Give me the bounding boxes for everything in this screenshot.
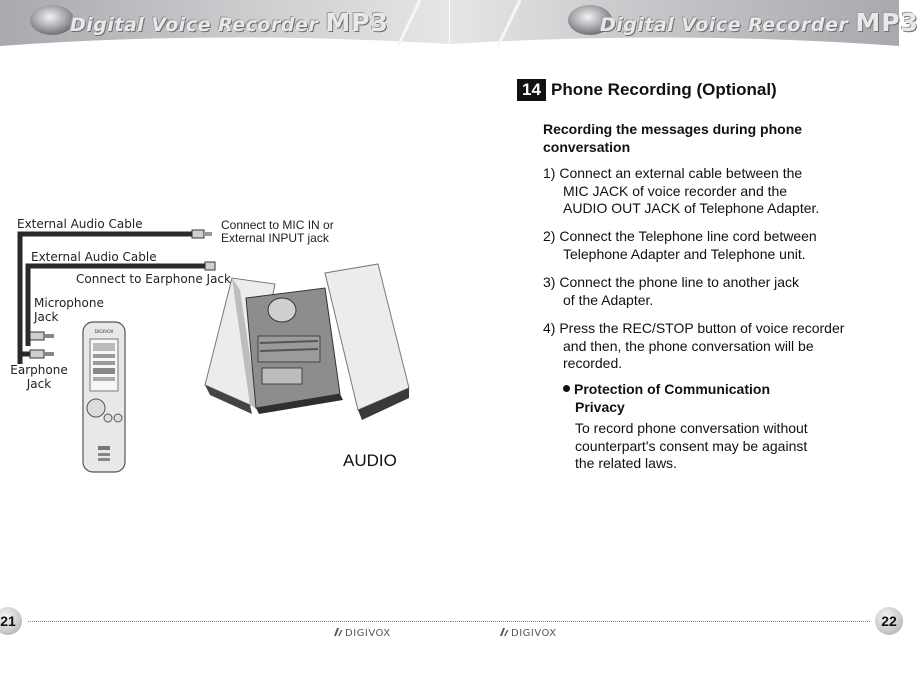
earphone-plug-icon	[30, 350, 44, 358]
banner-title-text: Digital Voice Recorder	[600, 14, 849, 36]
privacy-body-line1: To record phone conversation without	[575, 420, 808, 436]
label-earphone-jack-line2: Jack	[26, 377, 52, 391]
device-brand: DIGIVOX	[94, 330, 114, 335]
label-connect-earphone: Connect to Earphone Jack	[76, 272, 231, 286]
step-1-line2: MIC JACK of voice recorder and the	[563, 182, 788, 199]
subheading-line1: Recording the messages during phone	[543, 121, 803, 137]
label-connect-mic-in-line1: Connect to MIC IN or	[221, 218, 334, 232]
digivox-logo-icon	[333, 627, 343, 637]
privacy-heading-line2: Privacy	[575, 399, 625, 415]
left-page	[0, 0, 449, 643]
disc-logo-icon	[30, 5, 74, 35]
step-4-line1: 4) Press the REC/STOP button of voice recorder	[543, 320, 845, 336]
step-2-line1: 2) Connect the Telephone line cord between	[543, 228, 817, 244]
section-number-badge: 14	[517, 79, 546, 101]
label-external-audio-cable-1: External Audio Cable	[17, 217, 143, 231]
label-connect-mic-in-line2: External INPUT jack	[221, 231, 329, 245]
banner-title-right	[600, 8, 919, 37]
step-2-line2: Telephone Adapter and Telephone unit.	[563, 245, 806, 262]
privacy-body-line2: counterpart's consent may be against	[575, 437, 808, 454]
bullet-icon	[563, 385, 570, 392]
footer-logo-left	[333, 627, 391, 641]
microphone-plug-icon	[30, 332, 44, 340]
banner-title-left	[70, 8, 389, 37]
label-microphone-jack-line2: Jack	[34, 310, 59, 324]
section-title: Phone Recording (Optional)	[551, 80, 777, 99]
page-number-right: 22	[875, 607, 903, 635]
subheading-line2: conversation	[543, 139, 631, 155]
footer-logo-text: DIGIVOX	[511, 628, 557, 639]
footer-logo-text: DIGIVOX	[345, 628, 391, 639]
step-3-line2: of the Adapter.	[563, 291, 654, 308]
step-1	[543, 165, 878, 218]
privacy-heading	[563, 380, 770, 416]
page-number-left: 21	[0, 607, 22, 635]
label-earphone-jack-line1: Earphone	[10, 363, 68, 377]
label-external-audio-cable-2: External Audio Cable	[31, 250, 157, 264]
step-4-line2: and then, the phone conversation will be	[563, 337, 814, 354]
header-banner-right	[450, 0, 919, 46]
banner-title-mp3: MP3	[855, 8, 919, 37]
step-3	[543, 274, 878, 309]
banner-title-text: Digital Voice Recorder	[70, 14, 319, 36]
label-connect-mic-in	[221, 219, 334, 245]
right-page	[450, 0, 919, 643]
footer-logo-right	[499, 627, 557, 641]
step-1-line3: AUDIO OUT JACK of Telephone Adapter.	[563, 200, 820, 216]
banner-title-mp3: MP3	[325, 8, 389, 37]
step-4	[543, 320, 878, 373]
step-1-line1: 1) Connect an external cable between the	[543, 165, 803, 181]
audio-caption: AUDIO	[343, 451, 397, 470]
privacy-body	[575, 420, 808, 473]
step-2	[543, 228, 878, 263]
audio-system	[205, 264, 409, 420]
privacy-heading-line1-wrap	[563, 381, 770, 397]
footer-divider-left	[28, 621, 449, 622]
voice-recorder-device	[83, 322, 125, 472]
privacy-body-line3: the related laws.	[575, 455, 677, 471]
label-microphone-jack	[34, 296, 104, 324]
header-banner-left	[0, 0, 449, 46]
section-subheading	[543, 120, 843, 156]
footer-divider-right	[450, 621, 870, 622]
label-earphone-jack	[8, 363, 70, 391]
step-4-line3: recorded.	[563, 355, 623, 371]
digivox-logo-icon	[499, 627, 509, 637]
privacy-heading-line1: Protection of Communication	[574, 381, 770, 397]
step-3-line1: 3) Connect the phone line to another jack	[543, 274, 800, 290]
label-microphone-jack-line1: Microphone	[34, 296, 104, 310]
